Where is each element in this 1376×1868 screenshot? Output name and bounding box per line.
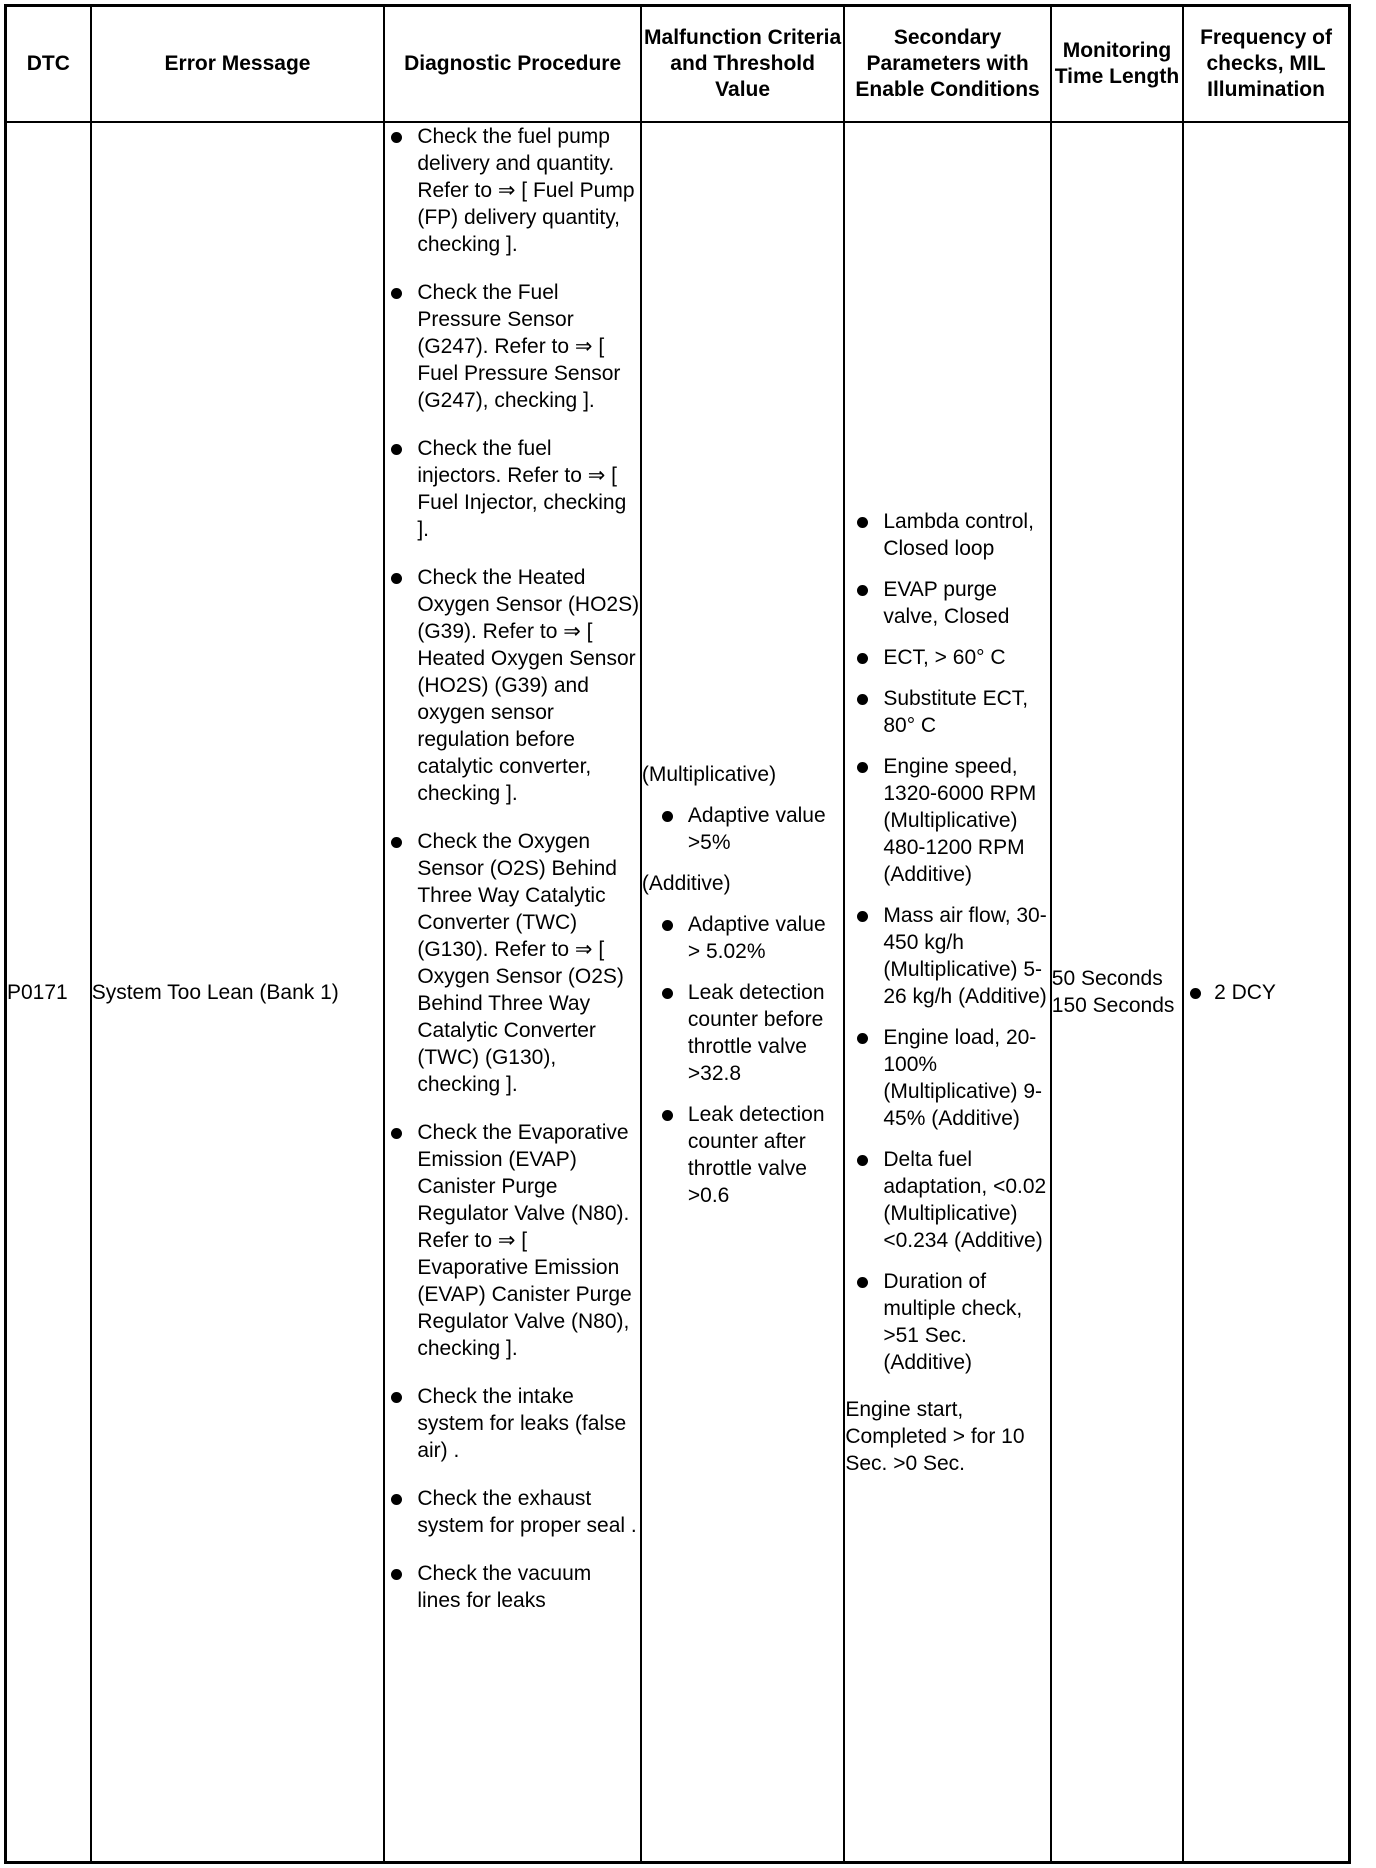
parameter-item: Lambda control, Closed loop — [851, 508, 1049, 562]
secondary-list — [851, 508, 1049, 1376]
header-frequency: Frequency of checks, MIL Illumination — [1183, 6, 1349, 123]
procedure-item: Check the fuel pump delivery and quantity. Refer to ⇒ [ Fuel Pump (FP) delivery quantity, checking ]. — [385, 123, 640, 258]
parameter-item: Duration of multiple check, >51 Sec. (Additive) — [851, 1268, 1049, 1376]
procedure-item: Check the Oxygen Sensor (O2S) Behind Three Way Catalytic Converter (TWC) (G130). Refer to ⇒ [ Oxygen Sensor (O2S) Behind Three Way Catalytic Converter (TWC) (G130), checking ]. — [385, 828, 640, 1098]
monitoring-time-value: 150 Seconds — [1051, 994, 1175, 1017]
criteria-item: Adaptive value > 5.02% — [656, 911, 843, 965]
parameter-item: Mass air flow, 30-450 kg/h (Multiplicative) 5-26 kg/h (Additive) — [851, 902, 1049, 1010]
parameter-item: EVAP purge valve, Closed — [851, 576, 1049, 630]
procedure-item: Check the Fuel Pressure Sensor (G247). Refer to ⇒ [ Fuel Pressure Sensor (G247), checking ]. — [385, 279, 640, 414]
multiplicative-label: (Multiplicative) — [641, 763, 777, 786]
procedure-item: Check the fuel injectors. Refer to ⇒ [ Fuel Injector, checking ]. — [385, 435, 640, 543]
criteria-item: Adaptive value >5% — [656, 802, 843, 856]
dtc-code: P0171 — [6, 122, 91, 1863]
parameter-item: Engine speed, 1320-6000 RPM (Multiplicative) 480-1200 RPM (Additive) — [851, 753, 1049, 888]
parameter-item: ECT, > 60° C — [851, 644, 1049, 671]
procedure-item: Check the Evaporative Emission (EVAP) Canister Purge Regulator Valve (N80). Refer to ⇒ [ Evaporative Emission (EVAP) Canister Purge Regulator Valve (N80), checking ]. — [385, 1119, 640, 1362]
header-malfunction-criteria: Malfunction Criteria and Threshold Value — [641, 6, 844, 123]
procedure-item: Check the intake system for leaks (false air) . — [385, 1383, 640, 1464]
multiplicative-list — [656, 802, 843, 856]
dtc-table — [4, 4, 1351, 1864]
header-error-message: Error Message — [91, 6, 385, 123]
parameter-item: Engine load, 20-100% (Multiplicative) 9-45% (Additive) — [851, 1024, 1049, 1132]
error-message: System Too Lean (Bank 1) — [91, 122, 385, 1863]
frequency-list — [1184, 979, 1348, 1006]
parameter-item: Delta fuel adaptation, <0.02 (Multiplicative) <0.234 (Additive) — [851, 1146, 1049, 1254]
malfunction-criteria-cell — [641, 122, 844, 1863]
procedure-item: Check the exhaust system for proper seal . — [385, 1485, 640, 1539]
diagnostic-procedure-cell — [384, 122, 641, 1863]
header-row — [6, 6, 1350, 123]
frequency-item: 2 DCY — [1184, 979, 1348, 1006]
procedure-item: Check the Heated Oxygen Sensor (HO2S) (G39). Refer to ⇒ [ Heated Oxygen Sensor (HO2S) (G39) and oxygen sensor regulation before catalytic converter, checking ]. — [385, 564, 640, 807]
header-monitoring-time: Monitoring Time Length — [1051, 6, 1183, 123]
secondary-parameters-cell — [844, 122, 1050, 1863]
criteria-item: Leak detection counter after throttle valve >0.6 — [656, 1101, 843, 1209]
additive-list — [656, 911, 843, 1209]
procedure-list — [385, 123, 640, 1614]
engine-start-note: Engine start, Completed > for 10 Sec. >0 Sec. — [845, 1397, 1025, 1475]
header-diagnostic-procedure: Diagnostic Procedure — [384, 6, 641, 123]
monitoring-time-value: 50 Seconds — [1051, 967, 1163, 990]
table-row — [6, 122, 1350, 1863]
additive-label: (Additive) — [641, 872, 731, 895]
procedure-item: Check the vacuum lines for leaks — [385, 1560, 640, 1614]
criteria-item: Leak detection counter before throttle valve >32.8 — [656, 979, 843, 1087]
header-secondary-parameters: Secondary Parameters with Enable Conditions — [844, 6, 1050, 123]
header-dtc: DTC — [6, 6, 91, 123]
frequency-cell — [1183, 122, 1349, 1863]
monitoring-time-cell — [1051, 122, 1183, 1863]
parameter-item: Substitute ECT, 80° C — [851, 685, 1049, 739]
